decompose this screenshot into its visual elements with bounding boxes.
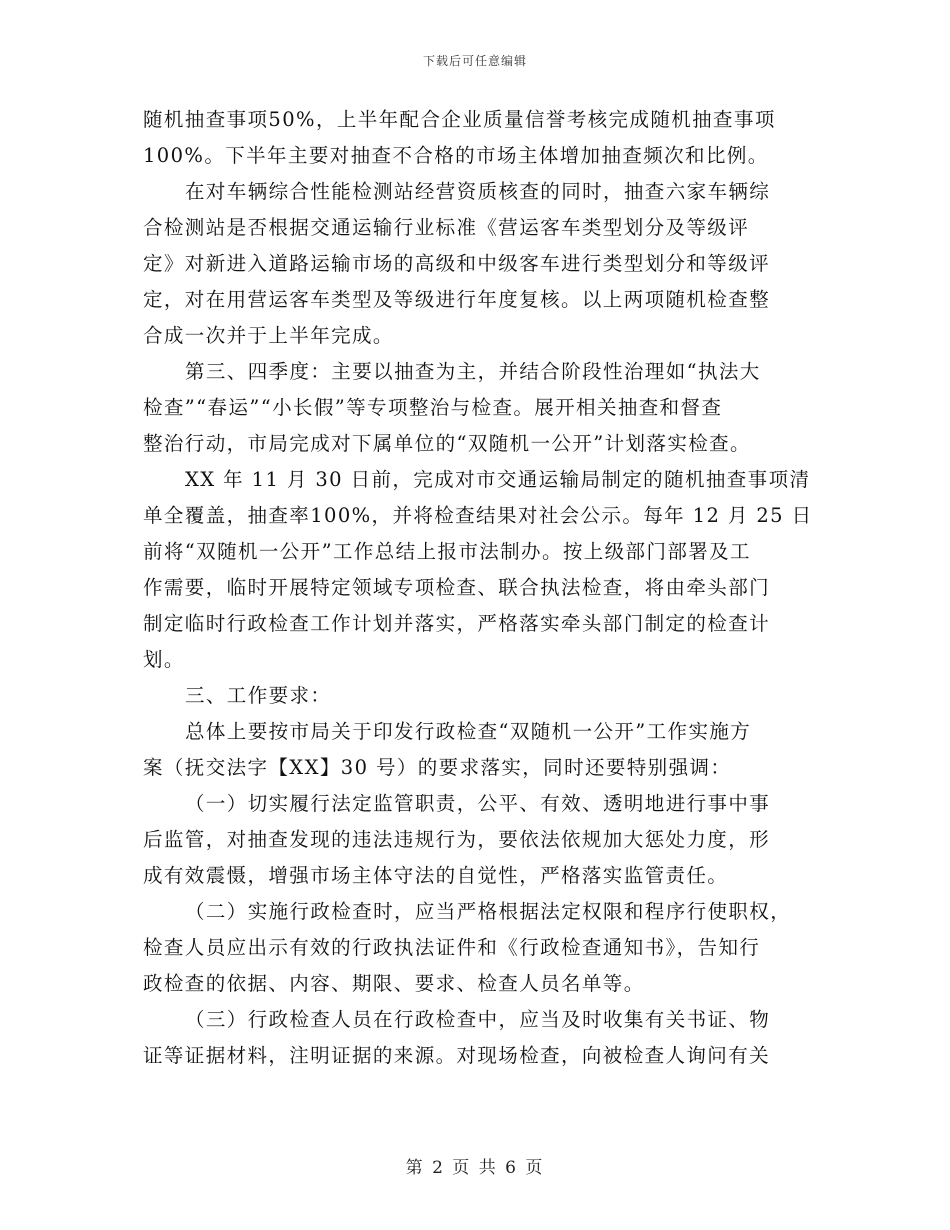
text-line: 合成一次并于上半年完成。	[143, 324, 394, 347]
document-body	[143, 102, 813, 1074]
text-line: 随机抽查事项50%，上半年配合企业质量信誉考核完成随机抽查事项	[143, 108, 776, 131]
text-line: 制定临时行政检查工作计划并落实，严格落实牵头部门制定的检查计	[143, 612, 771, 635]
page-number-footer: 第 2 页 共 6 页	[405, 1158, 545, 1178]
text-line: 第三、四季度：主要以抽查为主，并结合阶段性治理如“执法大	[185, 360, 761, 383]
text-line: （二）实施行政检查时，应当严格根据法定权限和程序行使职权，	[185, 900, 792, 923]
text-line: （三）行政检查人员在行政检查中，应当及时收集有关书证、物	[185, 1008, 771, 1031]
text-line: 100%。下半年主要对抽查不合格的市场主体增加抽查频次和比例。	[143, 144, 769, 167]
text-line: 定》对新进入道路运输市场的高级和中级客车进行类型划分和等级评	[143, 252, 771, 275]
text-line: 政检查的依据、内容、期限、要求、检查人员名单等。	[143, 972, 645, 995]
text-line: 单全覆盖，抽查率100%，并将检查结果对社会公示。每年 12 月 25 日	[143, 504, 813, 527]
text-line: 成有效震慑，增强市场主体守法的自觉性，严格落实监管责任。	[143, 864, 729, 887]
text-line: 检查”“春运”“小长假”等专项整治与检查。展开相关抽查和督查	[143, 396, 723, 419]
text-line: 前将“双随机一公开”工作总结上报市法制办。按上级部门部署及工	[143, 540, 751, 563]
text-line: 总体上要按市局关于印发行政检查“双随机一公开”工作实施方	[185, 720, 752, 743]
text-line: 证等证据材料，注明证据的来源。对现场检查，向被检查人询问有关	[143, 1044, 771, 1067]
page-header: 下载后可任意编辑	[422, 54, 527, 68]
text-line: 后监管，对抽查发现的违法违规行为，要依法依规加大惩处力度，形	[143, 828, 771, 851]
text-line: 案（抚交法字【XX】30 号）的要求落实，同时还要特别强调：	[143, 756, 732, 779]
text-line: 三、工作要求：	[185, 684, 332, 707]
text-line: 划。	[143, 648, 185, 671]
text-line: 作需要，临时开展特定领域专项检查、联合执法检查，将由牵头部门	[143, 576, 771, 599]
text-line: 定，对在用营运客车类型及等级进行年度复核。以上两项随机检查整	[143, 288, 771, 311]
text-line: 合检测站是否根据交通运输行业标准《营运客车类型划分及等级评	[143, 216, 750, 239]
text-line: 检查人员应出示有效的行政执法证件和《行政检查通知书》，告知行	[143, 936, 761, 959]
text-line: 在对车辆综合性能检测站经营资质核查的同时，抽查六家车辆综	[185, 180, 771, 203]
text-line: 整治行动，市局完成对下属单位的“双随机一公开”计划落实检查。	[143, 432, 751, 455]
text-line: XX 年 11 月 30 日前，完成对市交通运输局制定的随机抽查事项清	[185, 468, 811, 491]
text-line: （一）切实履行法定监管职责，公平、有效、透明地进行事中事	[185, 792, 771, 815]
